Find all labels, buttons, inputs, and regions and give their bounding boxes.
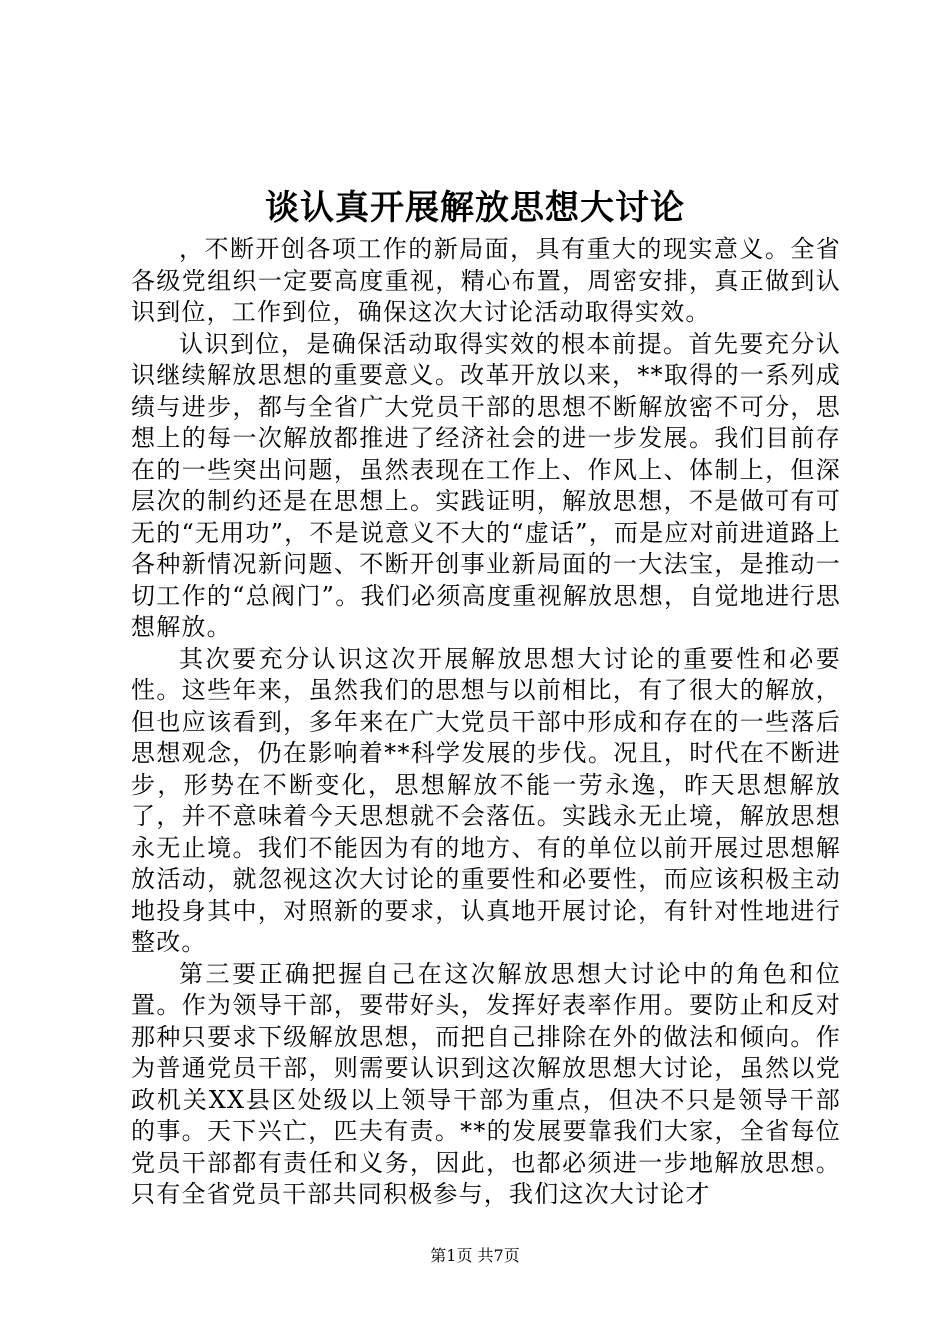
page-title: 谈认真开展解放思想大讨论 — [265, 188, 685, 228]
page-number-footer: 第1页 共7页 — [430, 1246, 520, 1265]
paragraph-1: ，不断开创各项工作的新局面，具有重大的现实意义。全省各级党组织一定要高度重视，精心布置，周密安排，真正做到认识到位，工作到位，确保这次大讨论活动取得实效。 — [131, 235, 841, 326]
document-body — [131, 234, 841, 1211]
paragraph-2: 认识到位，是确保活动取得实效的根本前提。首先要充分认识继续解放思想的重要意义。改革开放以来，**取得的一系列成绩与进步，都与全省广大党员干部的思想不断解放密不可分，思想上的每一次解放都推进了经济社会的进一步发展。我们目前存在的一些突出问题，虽然表现在工作上、作风上、体制上，但深层次的制约还是在思想上。实践证明，解放思想，不是做可有可无的“无用功”，不是说意义不大的“虚话”，而是应对前进道路上各种新情况新问题、不断开创事业新局面的一大法宝，是推动一切工作的“总阀门”。我们必须高度重视解放思想，自觉地进行思想解放。 — [131, 329, 841, 641]
paragraph-4: 第三要正确把握自己在这次解放思想大讨论中的角色和位置。作为领导干部，要带好头，发挥好表率作用。要防止和反对那种只要求下级解放思想，而把自己排除在外的做法和倾向。作为普通党员干部，则需要认识到这次解放思想大讨论，虽然以党政机关XX县区处级以上领导干部为重点，但决不只是领导干部的事。天下兴亡，匹夫有责。**的发展要靠我们大家，全省每位党员干部都有责任和义务，因此，也都必须进一步地解放思想。只有全省党员干部共同积极参与，我们这次大讨论才 — [131, 959, 841, 1208]
paragraph-3: 其次要充分认识这次开展解放思想大讨论的重要性和必要性。这些年来，虽然我们的思想与以前相比，有了很大的解放，但也应该看到，多年来在广大党员干部中形成和存在的一些落后思想观念，仍在影响着**科学发展的步伐。况且，时代在不断进步，形势在不断变化，思想解放不能一劳永逸，昨天思想解放了，并不意味着今天思想就不会落伍。实践永无止境，解放思想永无止境。我们不能因为有的地方、有的单位以前开展过思想解放活动，就忽视这次大讨论的重要性和必要性，而应该积极主动地投身其中，对照新的要求，认真地开展讨论，有针对性地进行整改。 — [131, 644, 841, 956]
